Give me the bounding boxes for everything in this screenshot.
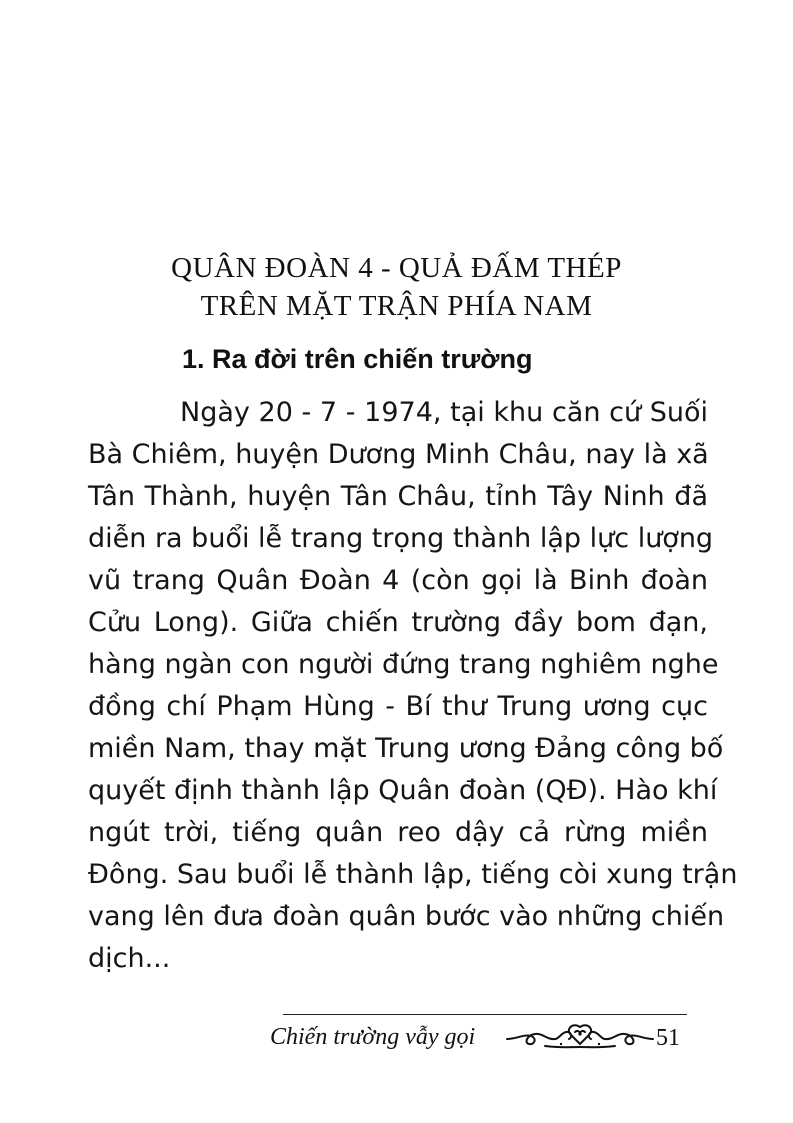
paragraph-line: hàng ngàn con người đứng trang nghiêm nghe [88, 649, 719, 680]
paragraph-line: vang lên đưa đoàn quân bước vào những chiến [88, 901, 725, 932]
paragraph-line: Tân Thành, huyện Tân Châu, tỉnh Tây Ninh đã [88, 481, 708, 512]
paragraph-line: Bà Chiêm, huyện Dương Minh Châu, nay là xã [88, 439, 709, 470]
footer-rule [283, 1014, 687, 1015]
ornament-flourish-icon [505, 1020, 655, 1054]
paragraph-line: diễn ra buổi lễ trang trọng thành lập lực lượng [88, 523, 714, 554]
paragraph-line: ngút trời, tiếng quân reo dậy cả rừng miền [88, 817, 708, 848]
chapter-title-line-2: TRÊN MẶT TRẬN PHÍA NAM [200, 290, 593, 322]
paragraph-line: vũ trang Quân Đoàn 4 (còn gọi là Binh đoàn [88, 565, 708, 596]
paragraph-line: Cửu Long). Giữa chiến trường đầy bom đạn, [88, 607, 708, 638]
paragraph-line: Ngày 20 - 7 - 1974, tại khu căn cứ Suối [180, 397, 708, 428]
section-heading: 1. Ra đời trên chiến trường [182, 344, 533, 374]
paragraph-line: quyết định thành lập Quân đoàn (QĐ). Hào khí [88, 775, 718, 806]
paragraph-line: miền Nam, thay mặt Trung ương Đảng công bố [88, 733, 724, 764]
page-number: 51 [656, 1025, 680, 1051]
paragraph-line: đồng chí Phạm Hùng - Bí thư Trung ương cục [88, 691, 708, 722]
paragraph-line: dịch... [88, 943, 171, 974]
chapter-title-line-1: QUÂN ĐOÀN 4 - QUẢ ĐẤM THÉP [171, 252, 622, 284]
paragraph-line: Đông. Sau buổi lễ thành lập, tiếng còi xung trận [88, 859, 738, 890]
footer-book-title: Chiến trường vẫy gọi [270, 1024, 476, 1050]
